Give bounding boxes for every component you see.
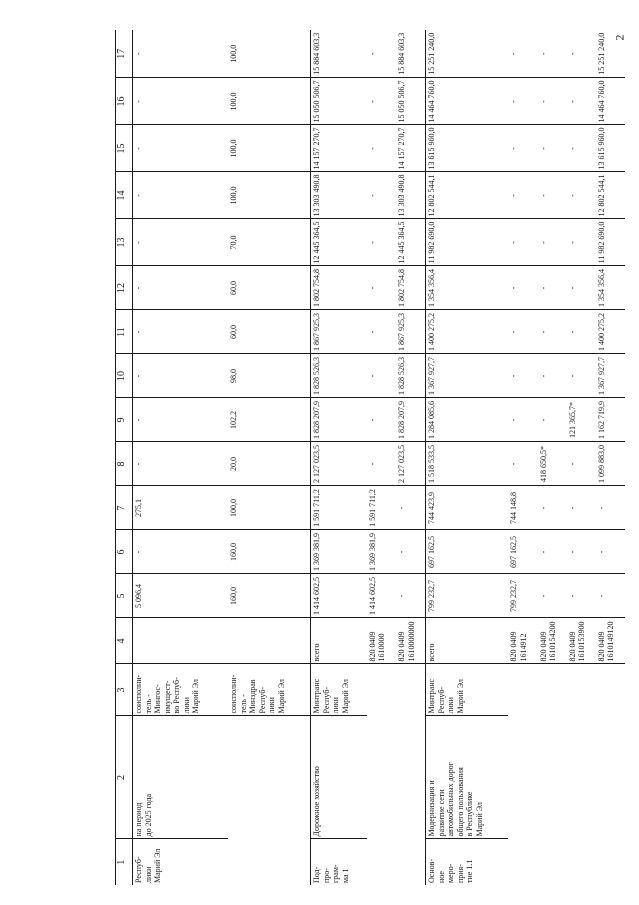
- table-cell: -: [567, 486, 596, 530]
- table-cell: 98,0: [228, 354, 311, 398]
- table-cell: 14 464 760,0: [596, 78, 625, 125]
- table-cell: -: [367, 310, 396, 354]
- table-cell: -: [133, 125, 229, 172]
- table-cell: -: [508, 442, 537, 486]
- table-cell: -: [596, 486, 625, 530]
- table-cell: 1 828 207,9: [311, 398, 367, 442]
- table-cell: -: [538, 310, 567, 354]
- table-row: [228, 30, 311, 885]
- table-cell: 744 423,9: [426, 486, 509, 530]
- table-row: [538, 30, 567, 885]
- table-cell: -: [367, 30, 396, 78]
- table-cell: 1 828 526,3: [311, 354, 367, 398]
- table-cell: -: [508, 398, 537, 442]
- table-cell: 1 369 381,9: [311, 530, 367, 574]
- table-cell: 1 354 356,4: [426, 266, 509, 310]
- table-row: [311, 30, 367, 885]
- table-cell: [596, 664, 625, 716]
- table-cell: 15 884 603,3: [311, 30, 367, 78]
- table-cell: [133, 618, 229, 664]
- table-cell: 15 884 603,3: [396, 30, 426, 78]
- column-header: 8: [116, 442, 133, 486]
- table-cell: 15 251 240,0: [596, 30, 625, 78]
- table-row: [133, 30, 229, 885]
- table-cell: 2 127 023,5: [311, 442, 367, 486]
- table-cell: -: [367, 125, 396, 172]
- table-cell: Модернизация и развитие сети автомобильных дорог общего пользования в Республике Марий Эл: [426, 716, 509, 839]
- table-cell: 70,0: [228, 219, 311, 266]
- column-header: 12: [116, 266, 133, 310]
- table-cell: [508, 664, 537, 716]
- table-cell: 100,0: [228, 78, 311, 125]
- table-cell: [508, 839, 537, 885]
- table-cell: 60,0: [228, 266, 311, 310]
- table-cell: 14 157 270,7: [311, 125, 367, 172]
- table-cell: 799 232,7: [426, 574, 509, 618]
- table-cell: -: [367, 398, 396, 442]
- table-cell: 1 162 719,9: [596, 398, 625, 442]
- column-header: 15: [116, 125, 133, 172]
- table-cell: -: [596, 574, 625, 618]
- table-cell: -: [567, 219, 596, 266]
- table-cell: 820 0409 1614912: [508, 618, 537, 664]
- table-cell: -: [508, 310, 537, 354]
- table-cell: -: [508, 354, 537, 398]
- table-cell: [508, 716, 537, 839]
- table-cell: -: [567, 310, 596, 354]
- table-cell: 820 0409 1610000: [367, 618, 396, 664]
- table-cell: 12 445 364,5: [396, 219, 426, 266]
- table-cell: -: [567, 172, 596, 219]
- table-cell: Респуб- лики Марий Эл: [134, 848, 162, 883]
- table-cell: [367, 716, 396, 839]
- table-cell: -: [567, 125, 596, 172]
- table-cell: 1 099 883,0: [596, 442, 625, 486]
- table-cell: -: [567, 442, 596, 486]
- table-row: [596, 30, 625, 885]
- table-cell: 1 367 927,7: [426, 354, 509, 398]
- column-header: 4: [116, 618, 133, 664]
- table-row: [396, 30, 426, 885]
- table-cell: [538, 839, 567, 885]
- table-cell: 1 400 275,2: [426, 310, 509, 354]
- table-cell: 820 0409 1610149120: [596, 618, 625, 664]
- table-cell: -: [567, 530, 596, 574]
- table-cell: -: [538, 78, 567, 125]
- table-cell: 1 400 275,2: [596, 310, 625, 354]
- table-cell: -: [133, 310, 229, 354]
- table-row: [426, 30, 509, 885]
- table-cell: -: [133, 398, 229, 442]
- table-cell: 20,0: [228, 442, 311, 486]
- table-cell: 15 050 506,7: [396, 78, 426, 125]
- rotated-table-container: [115, 30, 625, 885]
- table-cell: [396, 839, 426, 885]
- table-row: [508, 30, 537, 885]
- table-cell: 1 828 526,3: [396, 354, 426, 398]
- table-cell: 1 284 085,6: [426, 398, 509, 442]
- table-cell: -: [367, 266, 396, 310]
- column-header: 1: [116, 839, 133, 885]
- table-cell: -: [538, 354, 567, 398]
- table-cell: 160,0: [228, 530, 311, 574]
- table-cell: 1 414 602,5: [367, 574, 396, 618]
- table-cell: Основ- ное меро- прия- тие 1.1: [426, 839, 509, 885]
- table-cell: 1 591 711,2: [367, 486, 396, 530]
- table-cell: -: [508, 266, 537, 310]
- table-cell: 1 591 711,2: [311, 486, 367, 530]
- budget-table: [115, 30, 625, 885]
- table-cell: 1 802 754,8: [396, 266, 426, 310]
- table-cell: [228, 839, 311, 885]
- table-cell: -: [538, 30, 567, 78]
- table-cell: -: [367, 78, 396, 125]
- page-number: 2: [612, 34, 627, 41]
- table-cell: 100,0: [228, 172, 311, 219]
- column-header: 13: [116, 219, 133, 266]
- table-cell: 11 982 690,0: [596, 219, 625, 266]
- table-cell: -: [133, 354, 229, 398]
- table-cell: -: [133, 530, 229, 574]
- table-cell: -: [538, 219, 567, 266]
- table-cell: -: [567, 78, 596, 125]
- column-header: 16: [116, 78, 133, 125]
- table-cell: -: [508, 78, 537, 125]
- column-header: 10: [116, 354, 133, 398]
- table-cell: 13 615 960,0: [596, 125, 625, 172]
- table-cell: -: [508, 30, 537, 78]
- table-cell: -: [396, 574, 426, 618]
- table-cell: 12 802 544,1: [426, 172, 509, 219]
- table-cell: 15 251 240,0: [426, 30, 509, 78]
- table-cell: 5 096,4: [133, 574, 229, 618]
- table-cell: -: [538, 172, 567, 219]
- column-header: 9: [116, 398, 133, 442]
- table-cell: -: [367, 219, 396, 266]
- table-cell: -: [538, 530, 567, 574]
- table-cell: [396, 664, 426, 716]
- table-cell: [228, 618, 311, 664]
- table-cell: -: [508, 219, 537, 266]
- table-cell: 121 365,7*: [567, 398, 596, 442]
- table-cell: [567, 664, 596, 716]
- table-cell: -: [538, 486, 567, 530]
- table-cell: [596, 716, 625, 839]
- table-cell: 14 464 760,0: [426, 78, 509, 125]
- column-header: 3: [116, 664, 133, 716]
- table-cell: Минтранс Респуб- лики Марий Эл: [426, 664, 509, 716]
- table-cell: Дорожное хозяйство: [311, 716, 367, 839]
- table-cell: 100,0: [228, 125, 311, 172]
- table-cell: 820 0409 1610154200: [538, 618, 567, 664]
- table-cell: 13 303 490,8: [396, 172, 426, 219]
- table-cell: [367, 664, 396, 716]
- table-cell: -: [396, 486, 426, 530]
- table-row: [567, 30, 596, 885]
- table-cell: [228, 716, 311, 839]
- table-cell: -: [508, 125, 537, 172]
- table-cell: 1 354 356,4: [596, 266, 625, 310]
- table-cell: -: [133, 172, 229, 219]
- table-cell: 1 367 927,7: [596, 354, 625, 398]
- table-cell: 12 445 364,5: [311, 219, 367, 266]
- table-cell: Минтранс Респуб- лики Марий Эл: [311, 664, 367, 716]
- table-cell: -: [538, 266, 567, 310]
- table-cell: [538, 664, 567, 716]
- table-cell: -: [567, 266, 596, 310]
- table-cell: [396, 716, 426, 839]
- table-cell: 100,0: [228, 30, 311, 78]
- table-cell: 799 232,7: [508, 574, 537, 618]
- header-row: [116, 30, 133, 885]
- table-cell: 1 369 381,9: [367, 530, 396, 574]
- column-header: 17: [116, 30, 133, 78]
- column-header: 14: [116, 172, 133, 219]
- table-cell: [538, 716, 567, 839]
- table-cell: на период до 2025 года: [133, 716, 229, 839]
- table-cell: 744 148,8: [508, 486, 537, 530]
- table-cell: [567, 839, 596, 885]
- column-header: 5: [116, 574, 133, 618]
- table-cell: -: [596, 530, 625, 574]
- table-cell: 11 982 690,0: [426, 219, 509, 266]
- table-row: [367, 30, 396, 885]
- table-cell: 160,0: [228, 574, 311, 618]
- table-cell: 13 615 960,0: [426, 125, 509, 172]
- table-cell: -: [508, 172, 537, 219]
- table-cell: -: [133, 219, 229, 266]
- table-cell: -: [367, 442, 396, 486]
- table-cell: всего: [311, 618, 367, 664]
- table-cell: 820 0409 1610000000: [396, 618, 426, 664]
- table-cell: -: [538, 125, 567, 172]
- table-cell: 697 162,5: [508, 530, 537, 574]
- table-cell: 2 127 023,5: [396, 442, 426, 486]
- table-cell: 1 414 602,5: [311, 574, 367, 618]
- table-cell: [567, 716, 596, 839]
- table-cell: 820 0409 1610153900: [567, 618, 596, 664]
- column-header: 7: [116, 486, 133, 530]
- table-cell: 15 050 506,7: [311, 78, 367, 125]
- table-cell: -: [538, 574, 567, 618]
- table-cell: 60,0: [228, 310, 311, 354]
- table-cell: 1 518 533,5: [426, 442, 509, 486]
- table-cell: -: [396, 530, 426, 574]
- table-cell: -: [567, 354, 596, 398]
- table-cell: соисполни- тель - Мингос- имущест- во Респуб- лики Марий Эл: [133, 664, 229, 716]
- table-cell: -: [133, 78, 229, 125]
- table-cell: [596, 839, 625, 885]
- table-cell: 1 828 207,9: [396, 398, 426, 442]
- table-cell: -: [133, 266, 229, 310]
- column-header: 2: [116, 716, 133, 839]
- table-cell: 14 157 270,7: [396, 125, 426, 172]
- table-cell: 1 867 925,3: [311, 310, 367, 354]
- table-cell: -: [133, 442, 229, 486]
- table-cell: 418 650,5*: [538, 442, 567, 486]
- table-cell: 100,0: [228, 486, 311, 530]
- table-cell: -: [367, 354, 396, 398]
- table-cell: соисполни- тель - Минздрав Респуб- лики Марий Эл: [228, 664, 311, 716]
- table-cell: всего: [426, 618, 509, 664]
- table-cell: 102,2: [228, 398, 311, 442]
- column-header: 6: [116, 530, 133, 574]
- table-cell: 697 162,5: [426, 530, 509, 574]
- table-cell: -: [567, 30, 596, 78]
- table-cell: 13 303 490,8: [311, 172, 367, 219]
- table-cell: [367, 839, 396, 885]
- table-cell: 12 802 544,1: [596, 172, 625, 219]
- table-cell: -: [567, 574, 596, 618]
- table-cell: -: [367, 172, 396, 219]
- table-cell: Под- про- грам- ма 1: [311, 839, 367, 885]
- table-cell: 1 802 754,8: [311, 266, 367, 310]
- table-cell: 1 867 925,3: [396, 310, 426, 354]
- table-cell: 275,1: [133, 486, 229, 530]
- column-header: 11: [116, 310, 133, 354]
- table-cell: -: [133, 30, 229, 78]
- table-cell: -: [538, 398, 567, 442]
